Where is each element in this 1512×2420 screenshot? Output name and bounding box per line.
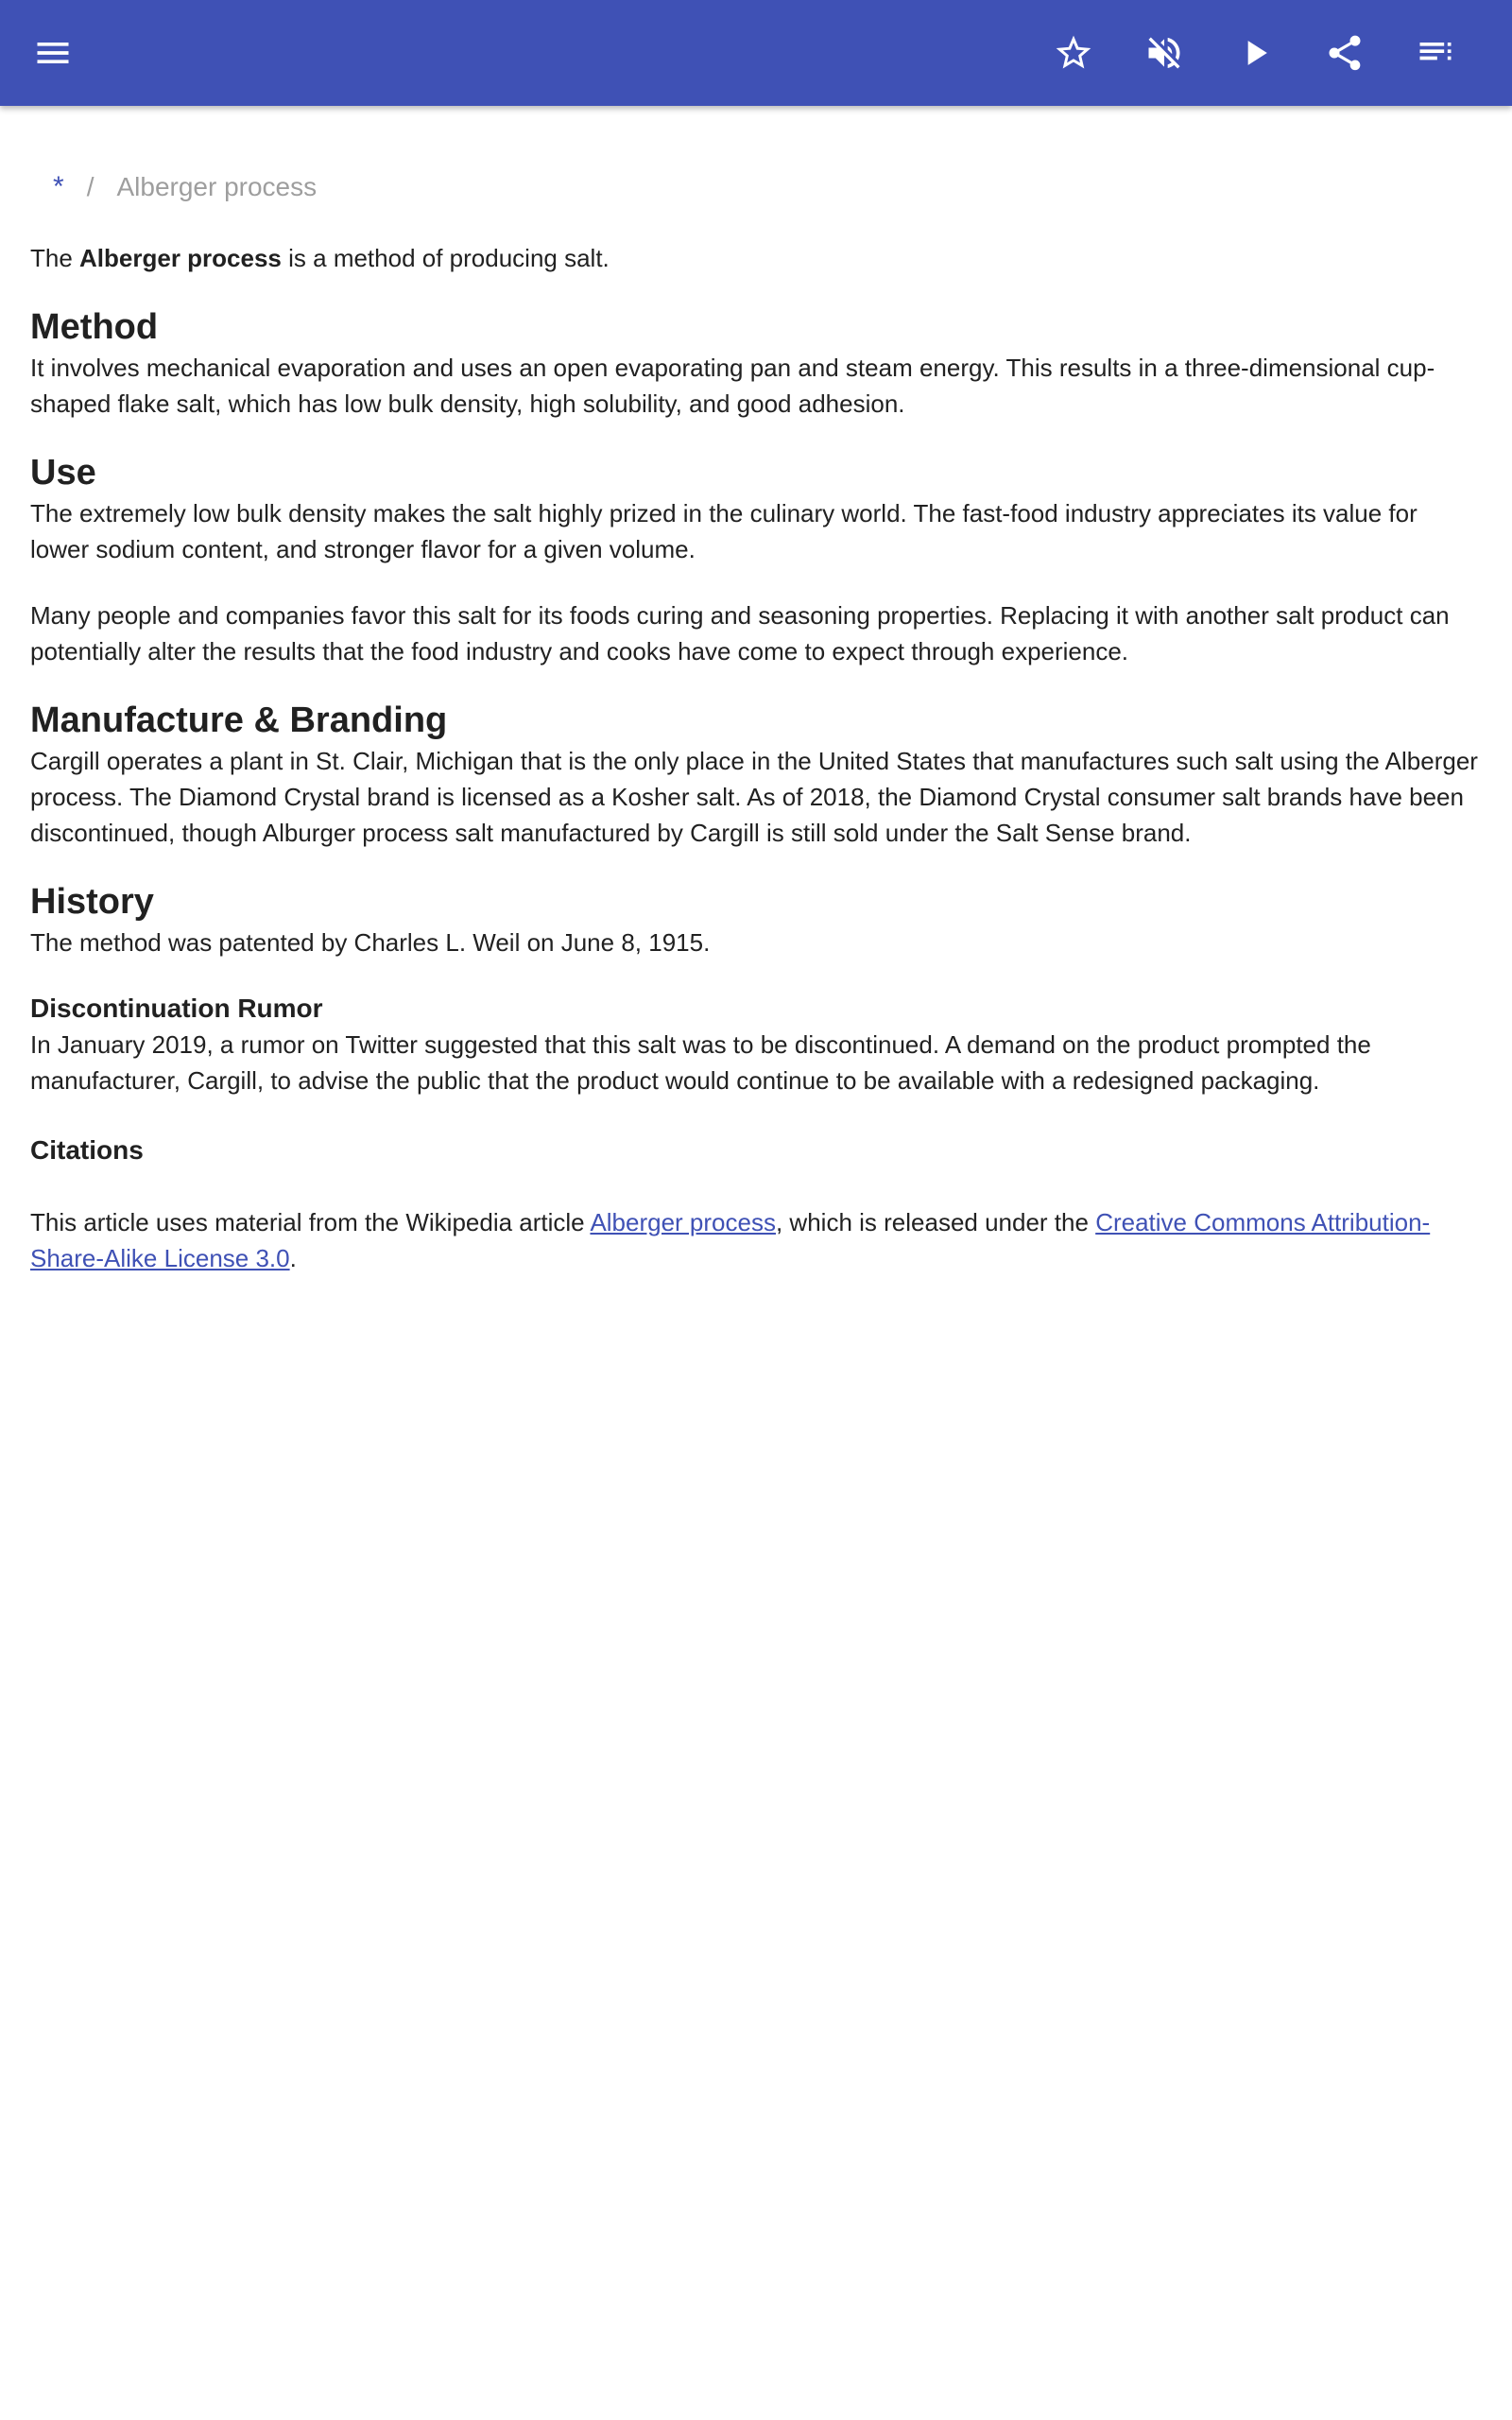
- article-content: [30, 106, 1482, 1276]
- history-heading: History: [30, 882, 154, 922]
- manufacture-heading: Manufacture & Branding: [30, 700, 448, 740]
- app-bar: [0, 0, 1512, 106]
- rumor-heading: Discontinuation Rumor: [30, 994, 323, 1023]
- use-paragraph-1: The extremely low bulk density makes the salt highly prized in the culinary world. The fast-food industry appreciates its value for lower sodium content, and stronger flavor for a given volume.: [30, 499, 1418, 563]
- share-button[interactable]: [1314, 23, 1375, 83]
- citation-suffix: .: [289, 1244, 297, 1272]
- mute-button[interactable]: [1134, 23, 1194, 83]
- history-section: [30, 879, 1482, 960]
- use-heading: Use: [30, 453, 96, 493]
- star-icon: [1053, 32, 1094, 74]
- intro-term: Alberger process: [79, 244, 282, 272]
- bookmark-button[interactable]: [1043, 23, 1104, 83]
- citations-section: [30, 1132, 1482, 1276]
- playlist-icon: [1415, 32, 1456, 74]
- history-paragraph: The method was patented by Charles L. Weil on June 8, 1915.: [30, 928, 711, 957]
- citation-prefix: This article uses material from the Wikipedia article: [30, 1208, 591, 1236]
- menu-icon: [32, 32, 74, 74]
- breadcrumb: [30, 168, 1482, 206]
- manufacture-section: [30, 698, 1482, 851]
- manufacture-paragraph: Cargill operates a plant in St. Clair, Michigan that is the only place in the United States that manufactures such salt using the Alberger process. The Diamond Crystal brand is licensed as a Kosher salt. As of 2018, the Diamond Crystal consumer salt brands have been discontinued, though Alburger process salt manufactured by Cargill is still sold under the Salt Sense brand.: [30, 747, 1478, 847]
- citations-heading: Citations: [30, 1135, 144, 1165]
- breadcrumb-separator: /: [86, 172, 94, 201]
- contents-button[interactable]: [1405, 23, 1466, 83]
- rumor-section: [30, 991, 1482, 1098]
- menu-button[interactable]: [23, 23, 83, 83]
- share-icon: [1324, 32, 1366, 74]
- rumor-paragraph: In January 2019, a rumor on Twitter suggested that this salt was to be discontinued. A demand on the product prompted the manufacturer, Cargill, to advise the public that the product would continue to be available with a redesigned packaging.: [30, 1030, 1371, 1095]
- intro-paragraph: [30, 240, 1482, 276]
- method-paragraph: It involves mechanical evaporation and uses an open evaporating pan and steam energy. This results in a three-dimensional cup-shaped flake salt, which has low bulk density, high solubility, and good adhesion.: [30, 354, 1435, 418]
- use-section: [30, 450, 1482, 669]
- play-icon: [1234, 32, 1276, 74]
- breadcrumb-home-link[interactable]: *: [53, 171, 64, 202]
- intro-prefix: The: [30, 244, 80, 272]
- intro-suffix: is a method of producing salt.: [281, 244, 610, 272]
- citation-middle: , which is released under the: [775, 1208, 1096, 1236]
- method-heading: Method: [30, 307, 159, 347]
- volume-off-icon: [1143, 32, 1185, 74]
- play-button[interactable]: [1225, 23, 1285, 83]
- license-link[interactable]: Creative Commons Attribution-Share-Alike License 3.0: [30, 1208, 1431, 1272]
- breadcrumb-current: Alberger process: [116, 172, 318, 201]
- method-section: [30, 304, 1482, 422]
- wikipedia-article-link[interactable]: Alberger process: [590, 1208, 776, 1236]
- use-paragraph-2: Many people and companies favor this salt for its foods curing and seasoning properties. Replacing it with another salt product can potentially alter the results that the food industry and cooks have come to expect through experience.: [30, 601, 1450, 666]
- citation-paragraph: [30, 1204, 1482, 1276]
